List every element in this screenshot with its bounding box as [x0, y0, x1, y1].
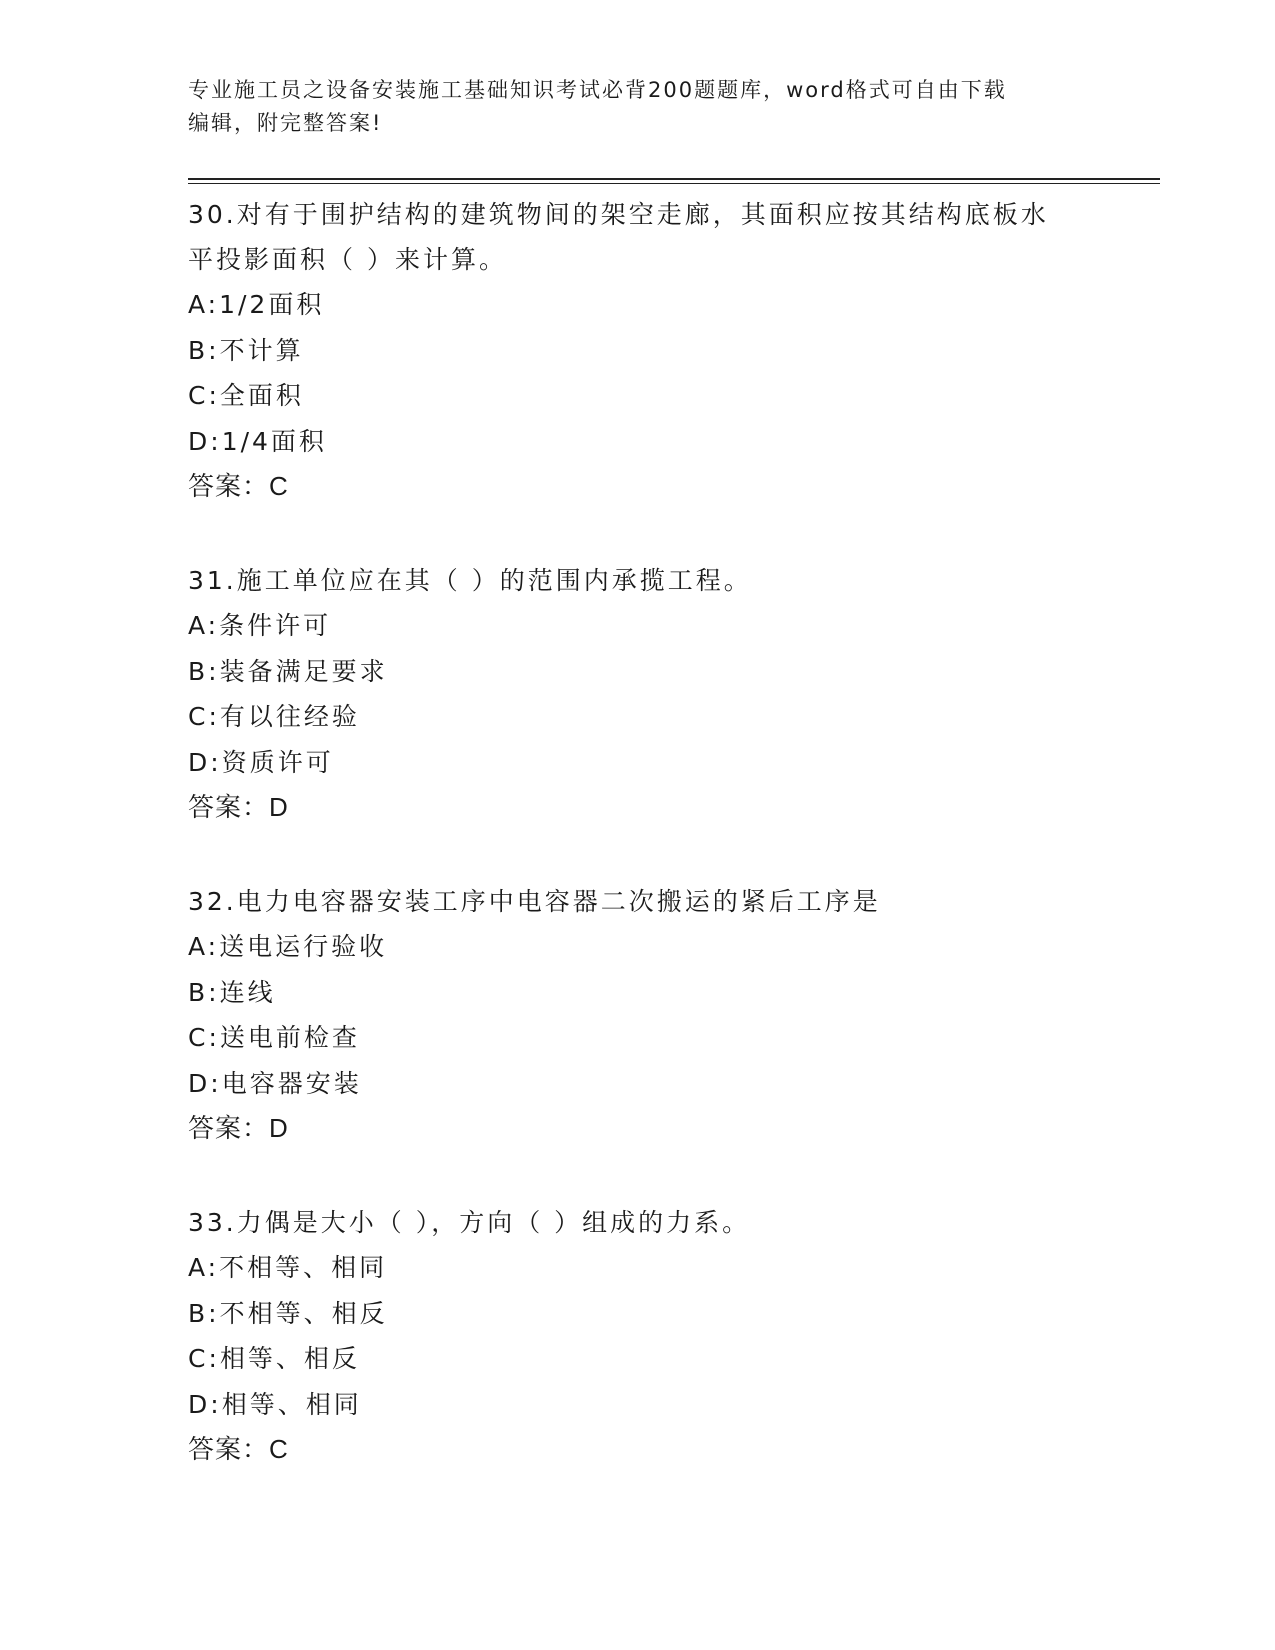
- document-header: [188, 74, 1088, 140]
- option-c: [188, 1015, 1108, 1061]
- option-text: 相等、相反: [219, 1344, 360, 1373]
- option-key: D:: [188, 747, 222, 777]
- option-key: D:: [188, 426, 222, 456]
- option-key: B:: [188, 1298, 220, 1328]
- answer-line: 答案：D: [188, 1113, 289, 1143]
- option-text: 不相等、相反: [219, 1298, 388, 1328]
- answer-line: 答案：C: [188, 471, 289, 501]
- option-b: [188, 328, 1108, 374]
- option-text: 相等、相同: [221, 1389, 362, 1419]
- question-text-line-1: 33.力偶是大小（ ），方向（ ）组成的力系。: [188, 1208, 751, 1237]
- header-line-1: 专业施工员之设备安装施工基础知识考试必背200题题库，word格式可自由下载: [188, 78, 1007, 102]
- question-32: [188, 879, 1108, 1151]
- option-c: [188, 1336, 1108, 1382]
- option-key: C:: [188, 702, 220, 731]
- header-line-2: 编辑，附完整答案!: [188, 111, 383, 135]
- option-key: C:: [188, 381, 220, 410]
- option-key: D:: [188, 1389, 222, 1419]
- option-key: A:: [188, 932, 220, 961]
- option-a: [188, 282, 1108, 328]
- option-b: [188, 970, 1108, 1016]
- answer-line: 答案：C: [188, 1434, 289, 1464]
- question-text-line-1: 32.电力电容器安装工序中电容器二次搬运的紧后工序是: [188, 887, 881, 916]
- option-key: C:: [188, 1344, 220, 1373]
- option-text: 全面积: [219, 381, 304, 410]
- option-key: D:: [188, 1068, 222, 1098]
- option-text: 有以往经验: [219, 702, 360, 731]
- option-key: A:: [188, 611, 220, 640]
- option-b: [188, 1291, 1108, 1337]
- option-d: [188, 740, 1108, 786]
- option-a: [188, 1245, 1108, 1291]
- question-30: [188, 192, 1108, 509]
- option-text: 不相等、相同: [219, 1253, 388, 1282]
- question-text-line-2: 平投影面积（ ）来计算。: [188, 245, 507, 274]
- option-text: 电容器安装: [221, 1068, 362, 1098]
- option-d: [188, 419, 1108, 465]
- option-key: B:: [188, 335, 220, 365]
- header-divider-thick: [188, 178, 1160, 180]
- answer-line: 答案：D: [188, 792, 289, 822]
- option-a: [188, 603, 1108, 649]
- option-c: [188, 373, 1108, 419]
- option-text: 条件许可: [219, 611, 332, 640]
- question-list: [188, 192, 1108, 1521]
- option-text: 送电前检查: [219, 1023, 360, 1052]
- header-divider-thin: [188, 183, 1160, 184]
- option-key: A:: [188, 290, 220, 319]
- option-text: 不计算: [219, 335, 304, 365]
- option-b: [188, 649, 1108, 695]
- option-text: 1/2面积: [219, 290, 325, 319]
- option-text: 装备满足要求: [219, 656, 388, 686]
- option-key: C:: [188, 1023, 220, 1052]
- question-text-line-1: 30.对有于围护结构的建筑物间的架空走廊，其面积应按其结构底板水: [188, 200, 1049, 229]
- option-key: B:: [188, 977, 220, 1007]
- option-d: [188, 1382, 1108, 1428]
- option-text: 资质许可: [221, 747, 334, 777]
- option-key: A:: [188, 1253, 220, 1282]
- option-text: 送电运行验收: [219, 932, 388, 961]
- option-c: [188, 694, 1108, 740]
- question-31: [188, 558, 1108, 830]
- question-33: [188, 1200, 1108, 1472]
- option-d: [188, 1061, 1108, 1107]
- option-text: 1/4面积: [221, 426, 327, 456]
- option-text: 连线: [219, 977, 276, 1007]
- question-text-line-1: 31.施工单位应在其（ ）的范围内承揽工程。: [188, 566, 752, 595]
- option-key: B:: [188, 656, 220, 686]
- option-a: [188, 924, 1108, 970]
